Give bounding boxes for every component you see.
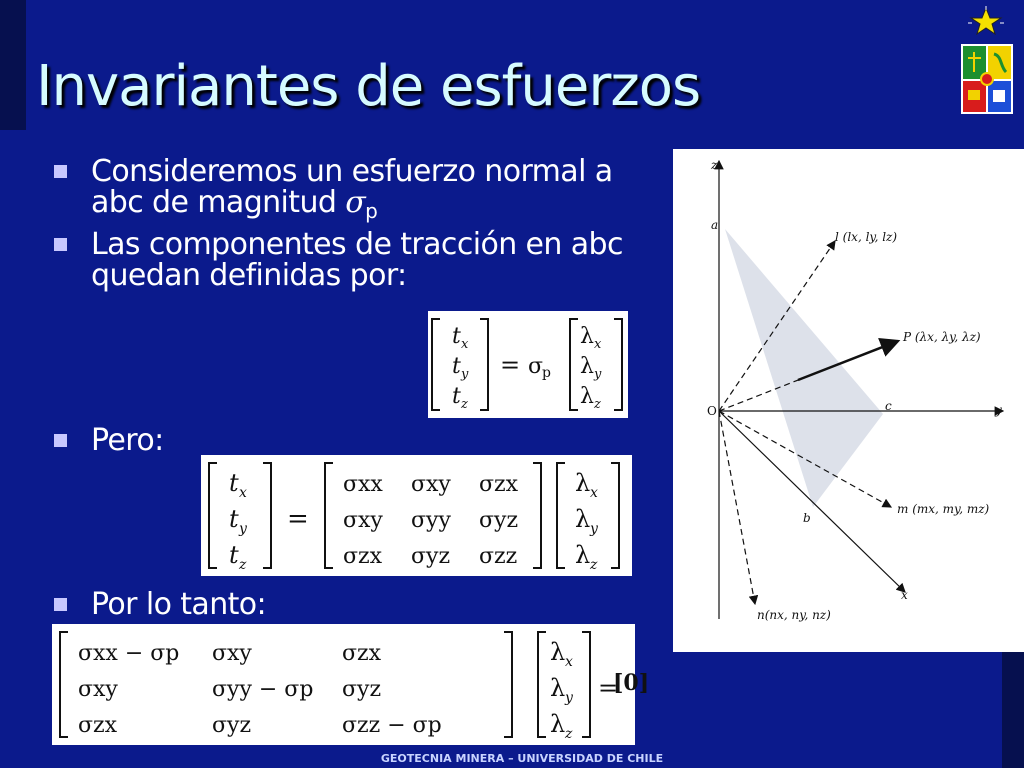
- eq2-m23: σyz: [479, 508, 519, 533]
- slide-title: Invariantes de esfuerzos: [36, 54, 701, 119]
- eq2-m22: σyy: [411, 508, 451, 533]
- eq2-m33: σzz: [479, 544, 518, 569]
- eq2-rhs-2: λ: [575, 505, 591, 533]
- eq2-equals: =: [287, 504, 309, 534]
- eq2-lhs-3: t: [229, 541, 239, 569]
- eq2-lhs-sub-1: x: [239, 485, 247, 501]
- eq2-rhs-sub-1: x: [590, 485, 598, 501]
- label-b: b: [803, 511, 811, 525]
- stress-plane-figure: [673, 149, 1024, 652]
- label-p: P (λx, λy, λz): [903, 330, 981, 344]
- eq3-r2c2: σyy − σp: [212, 677, 314, 702]
- eq1-coef: σ: [528, 354, 544, 379]
- eq1-rhs-sub-1: x: [594, 337, 602, 352]
- eq1-rhs-sub-2: y: [594, 367, 602, 382]
- eq1-lhs-1: t: [452, 324, 461, 349]
- eq2-lhs-2: t: [229, 505, 239, 533]
- left-edge-band: [0, 0, 26, 130]
- eq3-r1c2: σxy: [212, 641, 252, 666]
- eq2-lhs-1: t: [229, 469, 239, 497]
- label-c: c: [885, 399, 892, 413]
- bullet-4-text: Por lo tanto:: [91, 587, 267, 622]
- label-a: a: [711, 218, 719, 232]
- eq1-rhs-3: λ: [580, 384, 594, 409]
- eq3-rhs-2: λ: [550, 674, 566, 702]
- eq3-r2c1: σxy: [78, 677, 118, 702]
- eq3-equals: =: [598, 674, 619, 702]
- equation-stress-tensor: [201, 455, 632, 576]
- eq3-result-visible: [0]: [613, 670, 650, 696]
- bullet-2-line-1: Las componentes de tracción en abc: [91, 227, 623, 262]
- bullet-marker: [54, 165, 67, 178]
- eq1-rhs-sub-3: z: [594, 397, 601, 412]
- label-z: z: [711, 158, 718, 172]
- eq2-lhs-sub-3: z: [239, 557, 247, 573]
- eq3-r3c2: σyz: [212, 713, 252, 738]
- label-origin: O: [707, 404, 717, 418]
- eq3-rhs-sub-2: y: [565, 690, 573, 706]
- label-l: l (lx, ly, lz): [835, 230, 898, 244]
- bullet-marker: [54, 598, 67, 611]
- sigma-subscript: p: [365, 199, 378, 223]
- eq3-rhs-1: λ: [550, 638, 566, 666]
- label-y: y: [995, 403, 1002, 417]
- eq1-lhs-3: t: [452, 384, 461, 409]
- eq1-rhs-2: λ: [580, 354, 594, 379]
- eq1-rhs-1: λ: [580, 324, 594, 349]
- eq3-rhs-sub-1: x: [565, 654, 573, 670]
- bullet-1-line-2: abc de magnitud $\sigma_p$: [91, 185, 378, 223]
- bullet-1-line-1: Consideremos un esfuerzo normal a: [91, 154, 613, 189]
- sigma-symbol: σ: [345, 185, 366, 220]
- eq2-m12: σxy: [411, 472, 451, 497]
- eq2-rhs-3: λ: [575, 541, 591, 569]
- eq2-lhs-sub-2: y: [239, 521, 247, 537]
- bullet-marker: [54, 434, 67, 447]
- eq3-r2c3: σyz: [342, 677, 382, 702]
- eq3-rhs-3: λ: [550, 710, 566, 738]
- university-shield-icon: [960, 6, 1016, 116]
- eq3-r1c3: σzx: [342, 641, 382, 666]
- label-x: x: [901, 588, 908, 602]
- eq3-rhs-sub-3: z: [565, 726, 573, 742]
- eq3-r1c1: σxx − σp: [78, 641, 180, 666]
- eq2-m32: σyz: [411, 544, 451, 569]
- eq1-coef-sub: p: [542, 365, 551, 381]
- eq2-rhs-sub-3: z: [590, 557, 598, 573]
- bullet-3-text: Pero:: [91, 423, 164, 458]
- label-n: n(nx, ny, nz): [757, 608, 831, 622]
- eq1-lhs-sub-3: z: [461, 397, 468, 412]
- equation-characteristic-system: [52, 624, 650, 745]
- eq1-lhs-sub-2: y: [461, 367, 469, 382]
- eq2-m13: σzx: [479, 472, 519, 497]
- bullet-2-line-2: quedan definidas por:: [91, 258, 407, 293]
- eq2-m11: σxx: [343, 472, 383, 497]
- label-m: m (mx, my, mz): [897, 502, 990, 516]
- eq3-r3c1: σzx: [78, 713, 118, 738]
- right-edge-band: [1002, 652, 1024, 768]
- eq1-equals: =: [500, 351, 521, 379]
- eq1-lhs-sub-1: x: [461, 337, 469, 352]
- eq2-m31: σzx: [343, 544, 383, 569]
- slide-footer: GEOTECNIA MINERA – UNIVERSIDAD DE CHILE: [380, 752, 664, 765]
- eq2-rhs-1: λ: [575, 469, 591, 497]
- bullet-marker: [54, 238, 67, 251]
- eq2-rhs-sub-2: y: [590, 521, 598, 537]
- eq3-r3c3: σzz − σp: [342, 713, 442, 738]
- eq1-lhs-2: t: [452, 354, 461, 379]
- eq2-m21: σxy: [343, 508, 383, 533]
- equation-traction-vector: [428, 311, 628, 418]
